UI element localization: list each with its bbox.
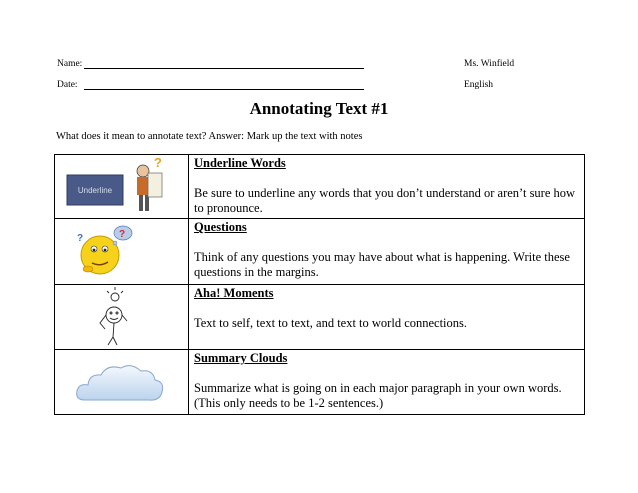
intro-question: What does it mean to annotate text? Answer: Mark up the text with notes	[56, 131, 363, 142]
name-line[interactable]	[84, 68, 364, 69]
row-text-cell	[189, 285, 585, 350]
row-text-cell	[189, 155, 585, 219]
row-image-cell	[55, 155, 189, 219]
svg-text:?: ?	[77, 233, 84, 244]
row-body: Be sure to underline any words that you don’t understand or aren’t sure how to pronounce.	[194, 186, 576, 215]
row-heading: Questions	[194, 220, 247, 234]
table-row	[55, 285, 585, 350]
date-label: Date:	[57, 80, 78, 90]
row-image-cell	[55, 350, 189, 415]
row-heading: Summary Clouds	[194, 351, 288, 365]
row-image-cell	[55, 219, 189, 285]
annotation-table	[54, 154, 585, 415]
thinking-smiley-icon	[55, 219, 188, 285]
cloud-icon	[55, 350, 188, 415]
name-label: Name:	[57, 59, 83, 69]
row-body: Text to self, text to text, and text to world connections.	[194, 316, 468, 330]
lightbulb-stick-figure-icon	[55, 285, 188, 350]
page-title: Annotating Text #1	[249, 99, 389, 118]
table-row	[55, 219, 585, 285]
row-body: Summarize what is going on in each major paragraph in your own words. (This only needs to be 1-2 sentences.)	[194, 381, 562, 410]
row-heading: Underline Words	[194, 156, 286, 170]
svg-text:?: ?	[154, 155, 162, 170]
row-body: Think of any questions you may have about what is happening. Write these questions in the margins.	[194, 250, 570, 279]
row-text-cell	[189, 350, 585, 415]
table-row	[55, 350, 585, 415]
underline-sign-person-icon	[55, 155, 188, 217]
row-heading: Aha! Moments	[194, 286, 274, 300]
subject-name: English	[464, 80, 494, 90]
row-image-cell	[55, 285, 189, 350]
underline-sign-label: Underline	[77, 186, 113, 195]
teacher-name: Ms. Winfield	[464, 59, 515, 69]
row-text-cell	[189, 219, 585, 285]
svg-text:?: ?	[119, 229, 126, 240]
date-line[interactable]	[84, 89, 364, 90]
table-row	[55, 155, 585, 219]
